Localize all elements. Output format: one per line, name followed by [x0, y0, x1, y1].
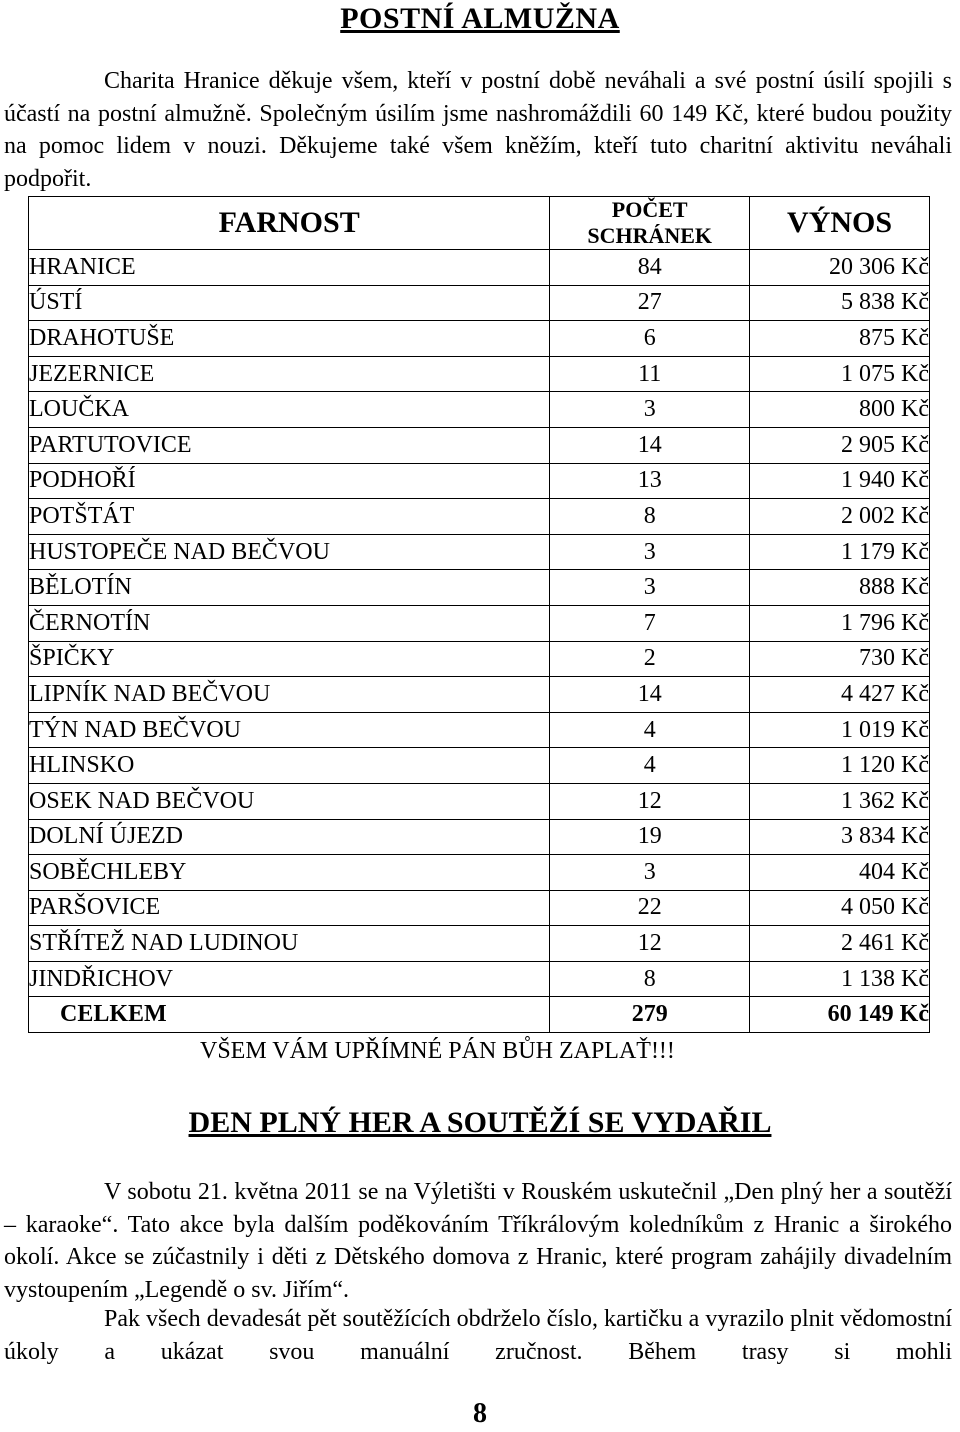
- table-row: [29, 748, 930, 784]
- parish-name: ČERNOTÍN: [29, 605, 550, 641]
- parish-name: JINDŘICHOV: [29, 961, 550, 997]
- header-parish: FARNOST: [29, 197, 550, 250]
- table-row: [29, 534, 930, 570]
- total-box-count: 279: [550, 997, 750, 1033]
- table-total-row: [29, 997, 930, 1033]
- proceeds: 1 179 Kč: [750, 534, 930, 570]
- page-number: 8: [473, 1398, 487, 1429]
- proceeds: 888 Kč: [750, 570, 930, 606]
- table-row: [29, 855, 930, 891]
- intro-text: Charita Hranice děkuje všem, kteří v postní době neváhali a své postní úsilí spojili s účastí na postní almužně. Společným úsilím jsme nashromáždili 60 149 Kč, které budou použity na pomoc lidem v nouzi. Děkujeme také všem kněžím, kteří tuto charitní aktivitu neváhali podpořit.: [4, 68, 952, 192]
- proceeds: 1 120 Kč: [750, 748, 930, 784]
- box-count: 3: [550, 855, 750, 891]
- table-row: [29, 463, 930, 499]
- proceeds: 5 838 Kč: [750, 285, 930, 321]
- table-row: [29, 285, 930, 321]
- parish-name: BĚLOTÍN: [29, 570, 550, 606]
- table-row: [29, 605, 930, 641]
- parish-name: DOLNÍ ÚJEZD: [29, 819, 550, 855]
- parish-name: OSEK NAD BEČVOU: [29, 783, 550, 819]
- proceeds: 20 306 Kč: [750, 250, 930, 286]
- proceeds: 3 834 Kč: [750, 819, 930, 855]
- box-count: 4: [550, 712, 750, 748]
- box-count: 3: [550, 392, 750, 428]
- total-label: CELKEM: [29, 997, 550, 1033]
- proceeds: 1 138 Kč: [750, 961, 930, 997]
- parish-name: POTŠTÁT: [29, 499, 550, 535]
- table-row: [29, 570, 930, 606]
- continuation-paragraph: [4, 1303, 952, 1368]
- proceeds: 875 Kč: [750, 321, 930, 357]
- proceeds: 800 Kč: [750, 392, 930, 428]
- proceeds: 2 905 Kč: [750, 427, 930, 463]
- table-row: [29, 712, 930, 748]
- table-row: [29, 250, 930, 286]
- parish-name: STŘÍTEŽ NAD LUDINOU: [29, 926, 550, 962]
- parish-name: ÚSTÍ: [29, 285, 550, 321]
- parish-name: TÝN NAD BEČVOU: [29, 712, 550, 748]
- table-row: [29, 427, 930, 463]
- thanks-line: VŠEM VÁM UPŘÍMNÉ PÁN BŮH ZAPLAŤ!!!: [200, 1038, 675, 1064]
- parish-name: PARTUTOVICE: [29, 427, 550, 463]
- table-row: [29, 499, 930, 535]
- table-row: [29, 926, 930, 962]
- intro-paragraph: [4, 65, 952, 195]
- box-count: 7: [550, 605, 750, 641]
- parish-name: HRANICE: [29, 250, 550, 286]
- box-count: 27: [550, 285, 750, 321]
- parish-name: HLINSKO: [29, 748, 550, 784]
- parish-name: PODHOŘÍ: [29, 463, 550, 499]
- table-row: [29, 890, 930, 926]
- box-count: 14: [550, 427, 750, 463]
- parish-name: LOUČKA: [29, 392, 550, 428]
- table-row: [29, 321, 930, 357]
- table-row: [29, 677, 930, 713]
- box-count: 12: [550, 926, 750, 962]
- box-count: 6: [550, 321, 750, 357]
- article-title-postni-almuzna: POSTNÍ ALMUŽNA: [340, 2, 620, 35]
- box-count: 2: [550, 641, 750, 677]
- parish-name: PARŠOVICE: [29, 890, 550, 926]
- parish-name: JEZERNICE: [29, 356, 550, 392]
- box-count: 19: [550, 819, 750, 855]
- proceeds: 1 075 Kč: [750, 356, 930, 392]
- proceeds: 404 Kč: [750, 855, 930, 891]
- parish-name: LIPNÍK NAD BEČVOU: [29, 677, 550, 713]
- event-paragraph: [4, 1176, 952, 1306]
- proceeds: 1 019 Kč: [750, 712, 930, 748]
- continuation-text: Pak všech devadesát pět soutěžících obdrželo číslo, kartičku a vyrazilo plnit vědomostní úkoly a ukázat svou manuální zručnost. Během trasy si mohli: [4, 1306, 952, 1365]
- parish-name: HUSTOPEČE NAD BEČVOU: [29, 534, 550, 570]
- total-proceeds: 60 149 Kč: [750, 997, 930, 1033]
- table-row: [29, 392, 930, 428]
- box-count: 14: [550, 677, 750, 713]
- table-row: [29, 961, 930, 997]
- proceeds: 2 002 Kč: [750, 499, 930, 535]
- proceeds: 4 050 Kč: [750, 890, 930, 926]
- table-row: [29, 356, 930, 392]
- event-text: V sobotu 21. května 2011 se na Výletišti v Rouském uskutečnil „Den plný her a soutěží – karaoke“. Tato akce byla dalším poděkováním Tříkrálovým koledníkům z Hranic a širokého okolí. Akce se zúčastnily i děti z Dětského domova z Hranic, které program zahájily divadelním vystoupením „Legendě o sv. Jiřím“.: [4, 1179, 952, 1303]
- header-box-count: POČET SCHRÁNEK: [550, 197, 750, 250]
- box-count: 8: [550, 961, 750, 997]
- proceeds: 730 Kč: [750, 641, 930, 677]
- box-count: 4: [550, 748, 750, 784]
- header-proceeds: VÝNOS: [750, 197, 930, 250]
- box-count: 84: [550, 250, 750, 286]
- proceeds: 1 362 Kč: [750, 783, 930, 819]
- box-count: 3: [550, 534, 750, 570]
- table-row: [29, 819, 930, 855]
- box-count: 11: [550, 356, 750, 392]
- table-row: [29, 783, 930, 819]
- proceeds: 1 796 Kč: [750, 605, 930, 641]
- box-count: 13: [550, 463, 750, 499]
- proceeds: 1 940 Kč: [750, 463, 930, 499]
- proceeds: 2 461 Kč: [750, 926, 930, 962]
- table-row: [29, 641, 930, 677]
- article-title-den-plny-her: DEN PLNÝ HER A SOUTĚŽÍ SE VYDAŘIL: [188, 1106, 772, 1139]
- parish-name: ŠPIČKY: [29, 641, 550, 677]
- box-count: 8: [550, 499, 750, 535]
- donation-table: [28, 196, 930, 1033]
- parish-name: DRAHOTUŠE: [29, 321, 550, 357]
- box-count: 22: [550, 890, 750, 926]
- table-header-row: [29, 197, 930, 250]
- box-count: 12: [550, 783, 750, 819]
- parish-name: SOBĚCHLEBY: [29, 855, 550, 891]
- proceeds: 4 427 Kč: [750, 677, 930, 713]
- box-count: 3: [550, 570, 750, 606]
